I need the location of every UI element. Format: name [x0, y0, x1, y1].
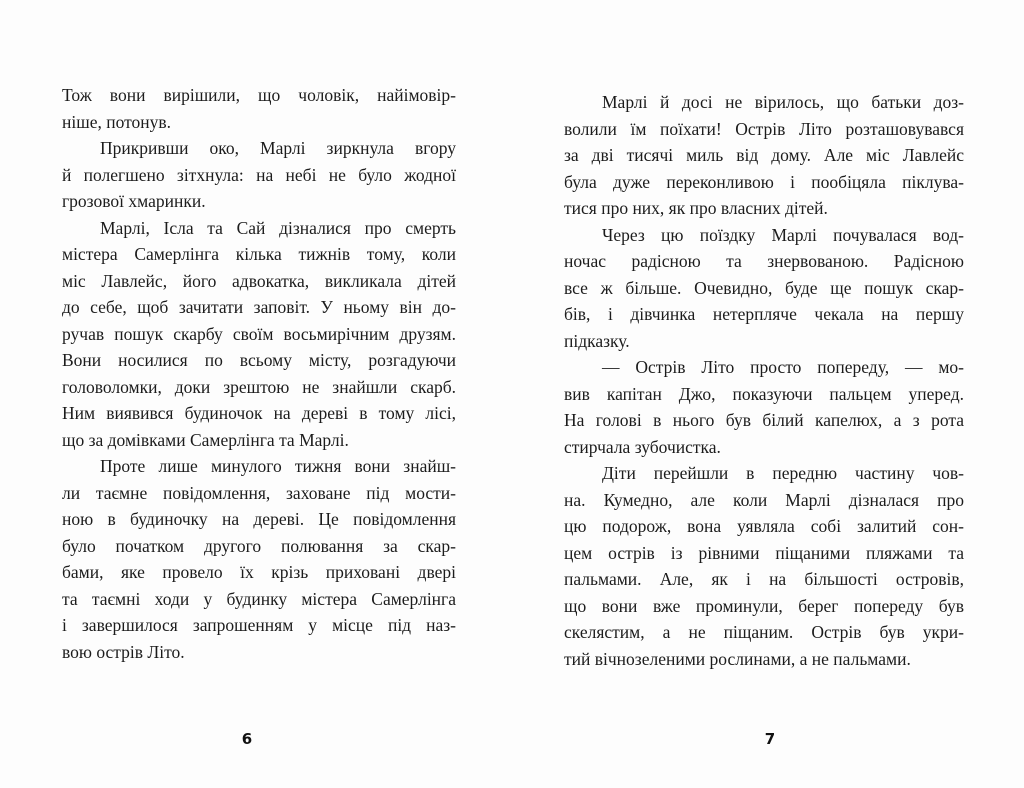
- page-number-left: 6: [241, 730, 253, 748]
- paragraph: [62, 215, 456, 454]
- text-line: була дуже переконливою і пообіцяла піклува-: [564, 171, 964, 192]
- text-line: На голові в нього був білий капелюх, а з рота: [564, 410, 964, 430]
- text-line: бами, яке провело їх крізь приховані двері: [62, 562, 456, 582]
- text-line: на. Кумедно, але коли Марлі дізналася про: [564, 489, 964, 510]
- text-line: пальмами. Але, як і на більшості островів,: [564, 569, 964, 589]
- paragraph: [62, 453, 456, 665]
- text-line: Проте лише минулого тижня вони знайш-: [100, 456, 456, 476]
- text-line: ли таємне повідомлення, заховане під мости-: [62, 482, 456, 503]
- text-line: та таємні ходи у будинку містера Самерлінга: [62, 588, 456, 609]
- text-line: цю подорож, вона уявляла собі залитий сон-: [564, 516, 964, 536]
- text-line: міс Лавлейс, його адвокатка, викликала дітей: [62, 270, 456, 291]
- paragraph: [564, 460, 964, 672]
- text-line: що за домівками Самерлінга та Марлі.: [62, 429, 349, 450]
- text-line: ніше, потонув.: [62, 111, 172, 132]
- page-right: [512, 0, 1024, 788]
- page-number-right: 7: [764, 730, 776, 748]
- text-line: головоломки, доки зрештою не знайшли скарб.: [62, 376, 456, 397]
- paragraph: [564, 89, 964, 222]
- paragraph: [62, 135, 456, 215]
- text-line: Марлі й досі не вірилось, що батьки доз-: [602, 92, 964, 112]
- paragraph: [564, 222, 964, 355]
- text-line: до себе, щоб зачитати заповіт. У ньому він до-: [62, 297, 456, 317]
- text-line: й полегшено зітхнула: на небі не було жодної: [62, 164, 456, 185]
- text-line: все ж більше. Очевидно, буде ще пошук скар-: [564, 277, 964, 298]
- text-line: вою острів Літо.: [62, 641, 185, 662]
- text-line: тися про них, як про власних дітей.: [564, 198, 828, 218]
- text-line: Прикривши око, Марлі зиркнула вгору: [100, 138, 456, 158]
- text-line: ручав пошук скарбу своїм восьмирічним друзям.: [62, 323, 456, 344]
- page-right-text-block: [564, 89, 964, 672]
- text-line: стирчала зубочистка.: [564, 436, 721, 457]
- text-line: і завершилося запрошенням у місце під наз-: [62, 615, 456, 635]
- text-line: Вони носилися по всьому місту, розгадуючи: [62, 350, 456, 370]
- paragraph: [62, 82, 456, 135]
- text-line: тий вічнозеленими рослинами, а не пальмами.: [564, 648, 911, 669]
- text-line: підказку.: [564, 330, 630, 351]
- text-line: вив капітан Джо, показуючи пальцем уперед.: [564, 383, 964, 404]
- page-left-text-block: [62, 82, 456, 665]
- text-line: Тож вони вирішили, що чоловік, найімовір-: [62, 85, 456, 105]
- text-line: бів, і дівчинка нетерпляче чекала на першу: [564, 304, 964, 324]
- text-line: волили їм поїхати! Острів Літо розташовувався: [564, 118, 964, 139]
- text-line: Марлі, Ісла та Сай дізналися про смерть: [100, 217, 456, 238]
- paragraph: [564, 354, 964, 460]
- text-line: містера Самерлінга кілька тижнів тому, коли: [62, 244, 456, 264]
- text-line: скелястим, а не піщаним. Острів був укри-: [564, 622, 964, 642]
- text-line: ною в будиночку на дереві. Це повідомлення: [62, 509, 456, 529]
- text-line: було початком другого полювання за скар-: [62, 535, 456, 556]
- text-line: ночас радісною та знервованою. Радісною: [564, 251, 964, 271]
- text-line: — Острів Літо просто попереду, — мо-: [602, 357, 964, 377]
- text-line: Через цю поїздку Марлі почувалася вод-: [602, 224, 964, 245]
- text-line: Ним виявився будиночок на дереві в тому лісі,: [62, 403, 456, 423]
- text-line: Діти перейшли в передню частину чов-: [602, 463, 964, 483]
- text-line: грозової хмаринки.: [62, 191, 206, 211]
- text-line: цем острів із рівними піщаними пляжами та: [564, 542, 964, 563]
- text-line: за дві тисячі миль від дому. Але міс Лавлейс: [564, 145, 964, 165]
- text-line: що вони вже проминули, берег попереду був: [564, 595, 964, 616]
